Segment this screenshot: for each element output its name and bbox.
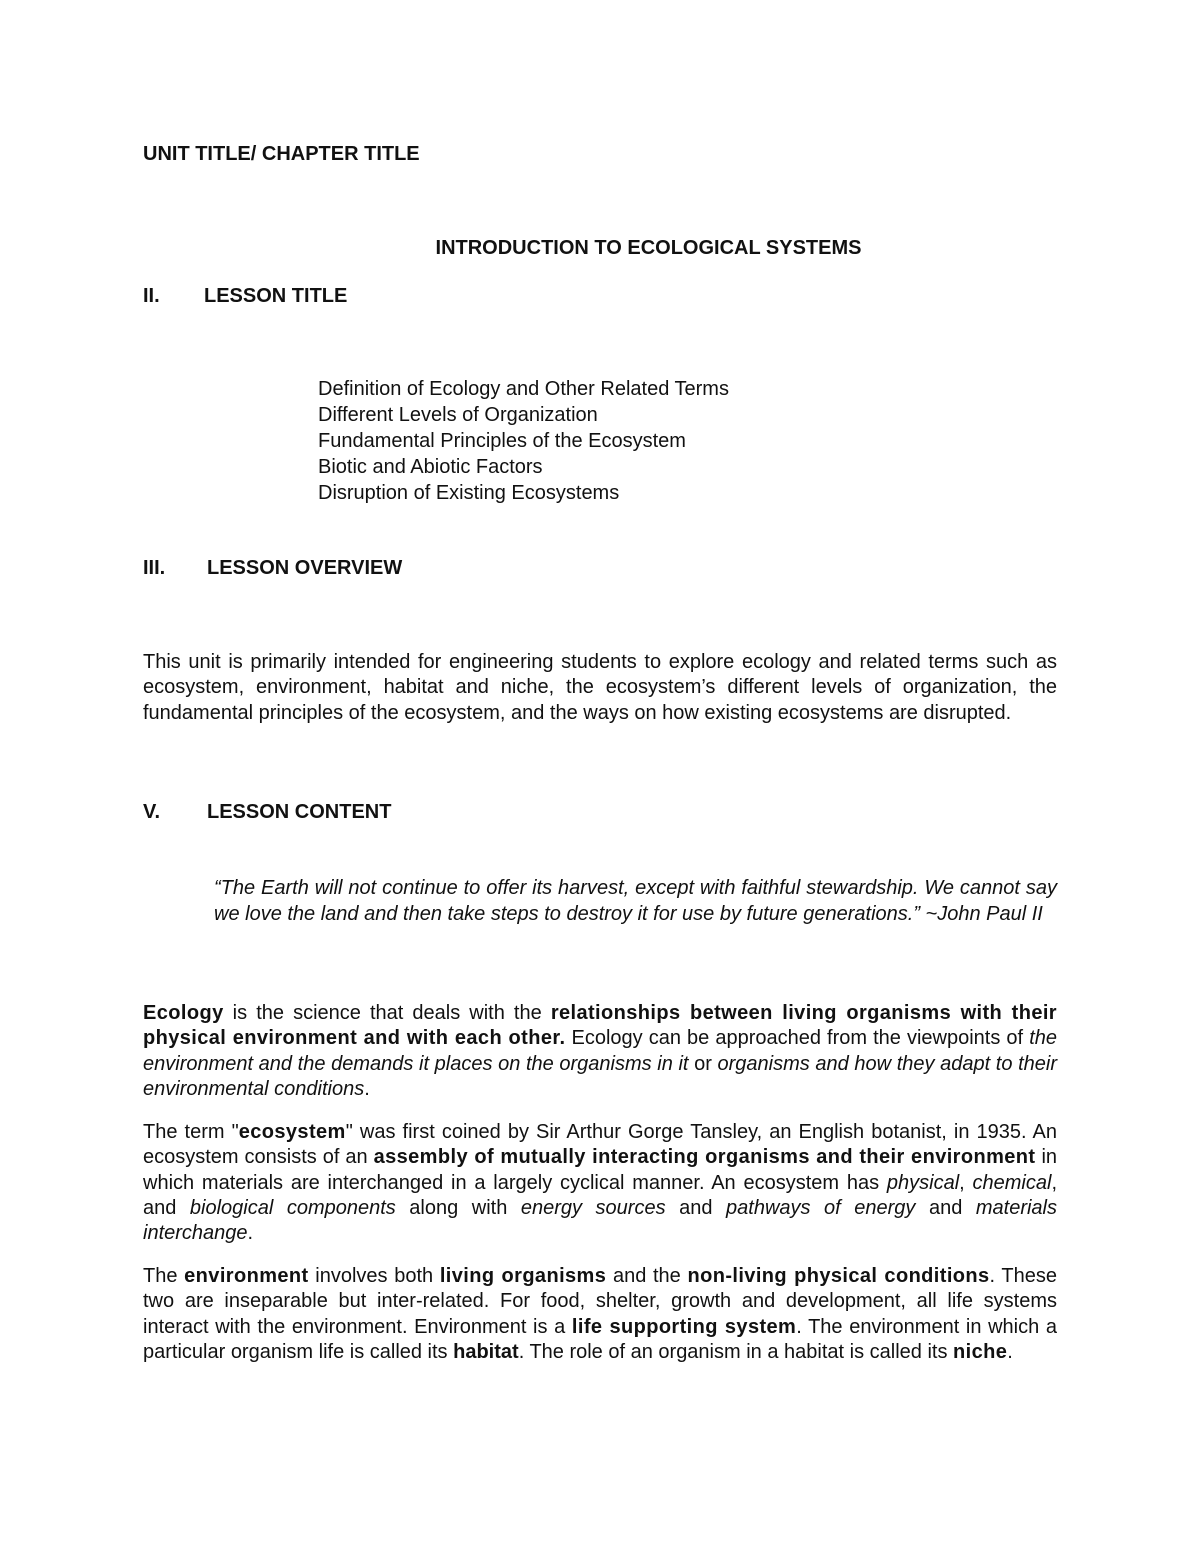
environment-paragraph bbox=[143, 1264, 1057, 1365]
italic-run: the environment and the demands it places on the organisms in it bbox=[143, 1027, 1057, 1075]
text-run: involves both bbox=[308, 1265, 440, 1287]
term-ecosystem: ecosystem bbox=[238, 1121, 346, 1143]
list-item: Definition of Ecology and Other Related Terms bbox=[318, 378, 729, 400]
text-run: " was first coined by Sir Arthur Gorge Tansley, an English botanist, in 1935. An ecosystem consists of an bbox=[143, 1121, 1057, 1169]
text-run: or bbox=[688, 1052, 718, 1075]
overview-paragraph: This unit is primarily intended for engineering students to explore ecology and related terms such as ecosystem, environment, habitat and niche, the ecosystem’s different levels of organization, the fundamental principles of the ecosystem, and the ways on how existing ecosystems are disrupted. bbox=[143, 651, 1057, 724]
quote-block: “The Earth will not continue to offer its harvest, except with faithful stewardship. We cannot say we love the land and then take steps to destroy it for use by future generations.” ~John Paul II bbox=[214, 877, 1057, 925]
list-item: Different Levels of Organization bbox=[318, 404, 598, 426]
ecosystem-paragraph bbox=[143, 1120, 1057, 1246]
text-run: The term " bbox=[143, 1121, 239, 1143]
text-run: . The role of an organism in a habitat is called its bbox=[518, 1340, 953, 1363]
list-item: Disruption of Existing Ecosystems bbox=[318, 482, 620, 504]
ecology-paragraph bbox=[143, 1001, 1057, 1102]
section-heading-lesson-content: LESSON CONTENT bbox=[207, 801, 392, 823]
emphasis-run: assembly of mutually interacting organisms and their environment bbox=[373, 1146, 1036, 1169]
text-run: . bbox=[364, 1077, 370, 1100]
text-run: and bbox=[915, 1196, 976, 1219]
emphasis-run: non-living physical conditions bbox=[687, 1265, 990, 1287]
list-item: Biotic and Abiotic Factors bbox=[318, 456, 543, 478]
italic-run: energy sources bbox=[520, 1196, 666, 1219]
section-numeral-lesson-content: V. bbox=[143, 801, 161, 823]
text-run: is the science that deals with the bbox=[223, 1002, 551, 1024]
italic-run: chemical bbox=[972, 1171, 1052, 1194]
section-heading-lesson-title: LESSON TITLE bbox=[204, 285, 348, 307]
text-run: along with bbox=[395, 1196, 521, 1219]
term-life-supporting-system: life supporting system bbox=[571, 1315, 797, 1338]
italic-run: pathways of energy bbox=[726, 1196, 916, 1219]
term-habitat: habitat bbox=[453, 1340, 519, 1363]
italic-run: biological components bbox=[189, 1196, 396, 1219]
text-run: The bbox=[143, 1265, 185, 1287]
italic-run: materials interchange bbox=[143, 1196, 1057, 1245]
text-run: . The environment in which a particular organism life is called its bbox=[143, 1315, 1057, 1363]
text-run: Ecology can be approached from the viewpoints of bbox=[565, 1027, 1030, 1050]
unit-title-label: UNIT TITLE/ CHAPTER TITLE bbox=[143, 143, 420, 165]
section-numeral-lesson-title: II. bbox=[143, 285, 160, 307]
text-run: . These two are inseparable but inter-related. For food, shelter, growth and development, all life systems interact with the environment. Environment is a bbox=[143, 1265, 1057, 1338]
term-niche: niche bbox=[953, 1340, 1008, 1363]
text-run: . bbox=[1007, 1340, 1013, 1363]
list-item: Fundamental Principles of the Ecosystem bbox=[318, 430, 686, 452]
term-environment: environment bbox=[184, 1265, 309, 1287]
emphasis-run: living organisms bbox=[439, 1265, 607, 1287]
text-run: and the bbox=[606, 1265, 688, 1287]
text-run: in which materials are interchanged in a largely cyclical manner. An ecosystem has bbox=[143, 1146, 1058, 1194]
text-run: , and bbox=[143, 1171, 1057, 1219]
italic-run: organisms and how they adapt to their environmental conditions bbox=[143, 1052, 1058, 1100]
unit-title: INTRODUCTION TO ECOLOGICAL SYSTEMS bbox=[435, 237, 862, 259]
text-run: and bbox=[665, 1196, 727, 1219]
italic-run: physical bbox=[886, 1171, 960, 1194]
lesson-topic-list bbox=[318, 376, 729, 506]
emphasis-run: relationships between living organisms with their physical environment and with each other. bbox=[143, 1002, 1057, 1050]
section-numeral-lesson-overview: III. bbox=[143, 557, 166, 579]
text-run: , bbox=[959, 1171, 973, 1194]
text-run: . bbox=[247, 1222, 254, 1245]
term-ecology: Ecology bbox=[143, 1002, 224, 1024]
section-heading-lesson-overview: LESSON OVERVIEW bbox=[207, 557, 403, 579]
